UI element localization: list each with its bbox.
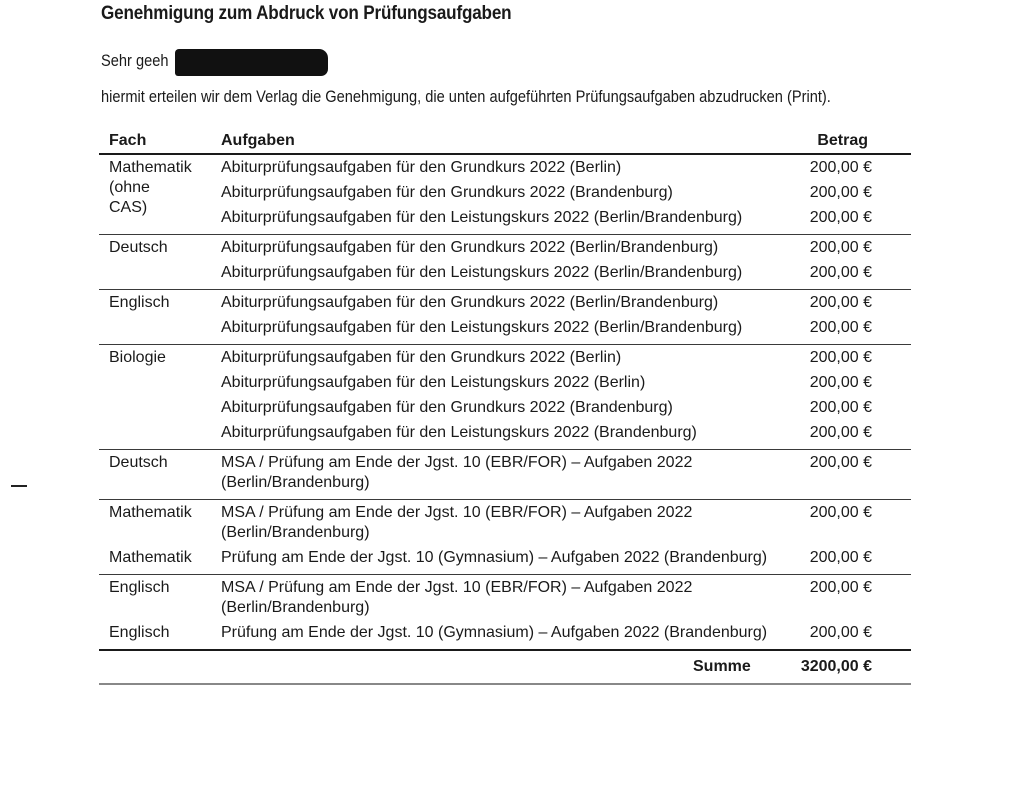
aufgaben-cell: Prüfung am Ende der Jgst. 10 (Gymnasium) – Aufgaben 2022 (Brandenburg) xyxy=(221,624,768,641)
betrag-cell: 200,00 € xyxy=(809,454,872,471)
aufgaben-cell: Abiturprüfungsaufgaben für den Grundkurs 2022 (Berlin/Brandenburg) xyxy=(221,294,719,311)
total-row xyxy=(99,651,911,685)
header-fach: Fach xyxy=(109,132,147,149)
aufgaben-cell: Abiturprüfungsaufgaben für den Leistungskurs 2022 (Berlin/Brandenburg) xyxy=(221,209,743,226)
aufgaben-cell: Abiturprüfungsaufgaben für den Grundkurs 2022 (Brandenburg) xyxy=(221,184,673,201)
aufgaben-cell: Abiturprüfungsaufgaben für den Grundkurs 2022 (Berlin) xyxy=(221,349,622,366)
table-group xyxy=(99,155,911,235)
aufgaben-cell: MSA / Prüfung am Ende der Jgst. 10 (EBR/FOR) – Aufgaben 2022 (Berlin/Brandenburg) xyxy=(221,579,693,616)
table-group xyxy=(99,575,911,651)
betrag-cell: 200,00 € xyxy=(809,239,872,256)
fach-cell: Englisch xyxy=(109,294,170,311)
betrag-cell: 200,00 € xyxy=(809,424,872,441)
table-row xyxy=(99,238,911,258)
table-row xyxy=(99,503,911,543)
betrag-cell: 200,00 € xyxy=(809,504,872,521)
betrag-cell: 200,00 € xyxy=(809,399,872,416)
table-group xyxy=(99,345,911,450)
fach-cell: Biologie xyxy=(109,349,166,366)
salutation-text: Sehr geeh xyxy=(101,51,169,70)
header-aufgaben: Aufgaben xyxy=(221,132,295,149)
aufgaben-cell: Abiturprüfungsaufgaben für den Leistungskurs 2022 (Berlin/Brandenburg) xyxy=(221,264,743,281)
table-header xyxy=(99,128,911,155)
table-row xyxy=(99,263,911,283)
table-row xyxy=(99,348,911,368)
aufgaben-cell: Abiturprüfungsaufgaben für den Leistungskurs 2022 (Brandenburg) xyxy=(221,424,697,441)
betrag-cell: 200,00 € xyxy=(809,294,872,311)
aufgaben-cell: Abiturprüfungsaufgaben für den Leistungskurs 2022 (Berlin/Brandenburg) xyxy=(221,319,743,336)
fach-cell: Mathematik xyxy=(109,504,192,521)
aufgaben-cell: Abiturprüfungsaufgaben für den Grundkurs 2022 (Berlin/Brandenburg) xyxy=(221,239,719,256)
aufgaben-cell: MSA / Prüfung am Ende der Jgst. 10 (EBR/FOR) – Aufgaben 2022 (Berlin/Brandenburg) xyxy=(221,454,693,491)
table-group xyxy=(99,235,911,290)
table-row xyxy=(99,318,911,338)
fach-cell: Englisch xyxy=(109,624,170,641)
margin-mark xyxy=(11,485,27,487)
fee-table xyxy=(99,128,911,685)
table-row xyxy=(99,398,911,418)
table-row xyxy=(99,423,911,443)
betrag-cell: 200,00 € xyxy=(809,349,872,366)
betrag-cell: 200,00 € xyxy=(809,549,872,566)
document-title: Genehmigung zum Abdruck von Prüfungsaufgaben xyxy=(101,3,512,24)
table-group xyxy=(99,290,911,345)
betrag-cell: 200,00 € xyxy=(809,184,872,201)
table-row xyxy=(99,208,911,228)
table-row xyxy=(99,293,911,313)
total-value: 3200,00 € xyxy=(800,658,872,675)
table-body xyxy=(99,155,911,651)
table-row xyxy=(99,578,911,618)
betrag-cell: 200,00 € xyxy=(809,159,872,176)
aufgaben-cell: Prüfung am Ende der Jgst. 10 (Gymnasium) – Aufgaben 2022 (Brandenburg) xyxy=(221,549,768,566)
betrag-cell: 200,00 € xyxy=(809,209,872,226)
table-row xyxy=(99,373,911,393)
betrag-cell: 200,00 € xyxy=(809,264,872,281)
betrag-cell: 200,00 € xyxy=(809,374,872,391)
aufgaben-cell: Abiturprüfungsaufgaben für den Grundkurs 2022 (Berlin) xyxy=(221,159,622,176)
aufgaben-cell: MSA / Prüfung am Ende der Jgst. 10 (EBR/FOR) – Aufgaben 2022 (Berlin/Brandenburg) xyxy=(221,504,693,541)
header-betrag: Betrag xyxy=(817,132,868,149)
fach-cell: Mathematik xyxy=(109,549,192,566)
table-row xyxy=(99,183,911,203)
table-row xyxy=(99,623,911,643)
aufgaben-cell: Abiturprüfungsaufgaben für den Grundkurs 2022 (Brandenburg) xyxy=(221,399,673,416)
fach-cell: Englisch xyxy=(109,579,170,596)
table-group xyxy=(99,450,911,500)
betrag-cell: 200,00 € xyxy=(809,624,872,641)
aufgaben-cell: Abiturprüfungsaufgaben für den Leistungskurs 2022 (Berlin) xyxy=(221,374,646,391)
redaction-bar xyxy=(175,49,328,76)
intro-paragraph: hiermit erteilen wir dem Verlag die Genehmigung, die unten aufgeführten Prüfungsaufgaben abzudrucken (Print). xyxy=(101,87,831,106)
table-row xyxy=(99,453,911,493)
total-label: Summe xyxy=(693,658,751,675)
fach-cell: Mathematik (ohne CAS) xyxy=(109,159,192,216)
betrag-cell: 200,00 € xyxy=(809,319,872,336)
table-group xyxy=(99,500,911,575)
fach-cell: Deutsch xyxy=(109,239,168,256)
betrag-cell: 200,00 € xyxy=(809,579,872,596)
table-row xyxy=(99,548,911,568)
fach-cell: Deutsch xyxy=(109,454,168,471)
